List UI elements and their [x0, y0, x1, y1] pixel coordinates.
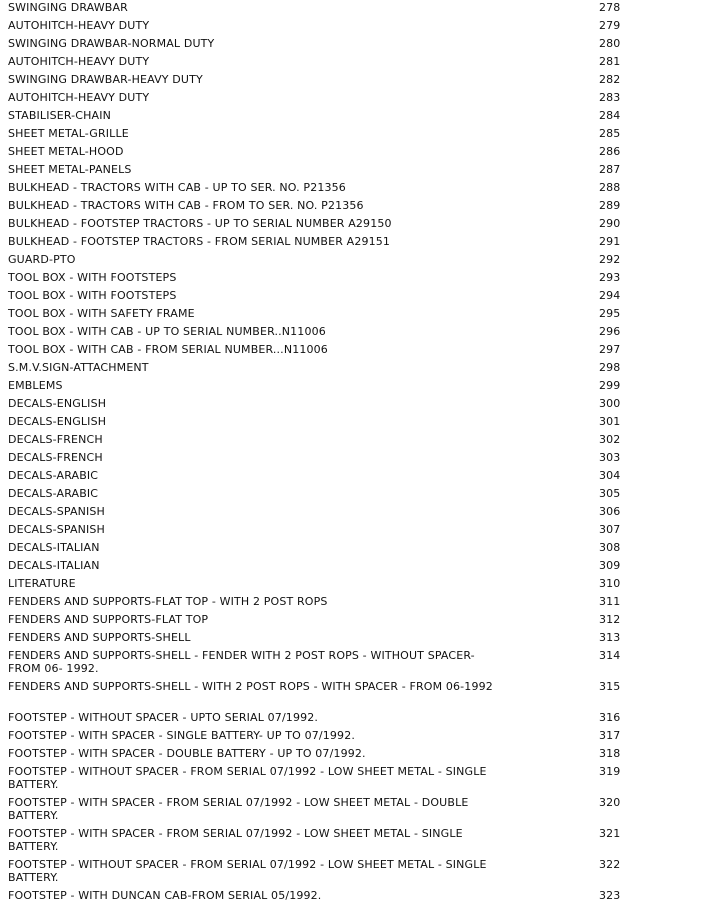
- toc-row[interactable]: [0, 35, 721, 53]
- toc-page-number: 300: [599, 397, 621, 410]
- toc-row[interactable]: [0, 794, 721, 825]
- toc-page-number: 305: [599, 487, 621, 500]
- toc-entry-title[interactable]: FOOTSTEP - WITH SPACER - DOUBLE BATTERY - UP TO 07/1992.: [8, 747, 366, 760]
- toc-entry-title[interactable]: FOOTSTEP - WITH SPACER - FROM SERIAL 07/1992 - LOW SHEET METAL - DOUBLE BATTERY.: [8, 796, 469, 822]
- toc-row[interactable]: [0, 539, 721, 557]
- toc-entry-title[interactable]: SWINGING DRAWBAR-NORMAL DUTY: [8, 37, 215, 50]
- toc-page-number: 316: [599, 711, 621, 724]
- toc-row[interactable]: [0, 887, 721, 905]
- toc-page-number: 318: [599, 747, 621, 760]
- toc-page-number: 284: [599, 109, 621, 122]
- toc-page-number: 315: [599, 680, 621, 693]
- toc-entry-title[interactable]: FENDERS AND SUPPORTS-SHELL - WITH 2 POST ROPS - WITH SPACER - FROM 06-1992: [8, 680, 493, 693]
- toc-row[interactable]: [0, 143, 721, 161]
- toc-entry-title[interactable]: FOOTSTEP - WITHOUT SPACER - UPTO SERIAL 07/1992.: [8, 711, 319, 724]
- toc-page-number: 302: [599, 433, 621, 446]
- toc-row[interactable]: [0, 485, 721, 503]
- toc-row[interactable]: [0, 413, 721, 431]
- toc-page-number: 280: [599, 37, 621, 50]
- toc-entry-title[interactable]: TOOL BOX - WITH SAFETY FRAME: [8, 307, 195, 320]
- toc-page-number: 286: [599, 145, 621, 158]
- toc-page-number: 320: [599, 796, 621, 809]
- toc-page-number: 294: [599, 289, 621, 302]
- toc-entry-title[interactable]: DECALS-ENGLISH: [8, 397, 107, 410]
- toc-row[interactable]: [0, 71, 721, 89]
- toc-page-number: 281: [599, 55, 621, 68]
- toc-page-number: 309: [599, 559, 621, 572]
- toc-row[interactable]: [0, 763, 721, 794]
- toc-row[interactable]: [0, 856, 721, 887]
- toc-entry-title[interactable]: TOOL BOX - WITH CAB - UP TO SERIAL NUMBER..N11006: [8, 325, 326, 338]
- toc-page-number: 321: [599, 827, 621, 840]
- toc-page-number: 311: [599, 595, 621, 608]
- toc-page-number: 298: [599, 361, 621, 374]
- toc-page-number: 279: [599, 19, 621, 32]
- toc-entry-title[interactable]: SHEET METAL-HOOD: [8, 145, 124, 158]
- toc-row[interactable]: [0, 215, 721, 233]
- toc-page-number: 303: [599, 451, 621, 464]
- toc-row[interactable]: [0, 593, 721, 611]
- toc-entry-title[interactable]: AUTOHITCH-HEAVY DUTY: [8, 91, 150, 104]
- toc-page-number: 278: [599, 1, 621, 14]
- toc-page-number: 310: [599, 577, 621, 590]
- toc-entry-title[interactable]: DECALS-SPANISH: [8, 505, 105, 518]
- toc-row[interactable]: [0, 431, 721, 449]
- toc-row[interactable]: [0, 161, 721, 179]
- toc-page-number: 295: [599, 307, 621, 320]
- toc-entry-title[interactable]: FENDERS AND SUPPORTS-FLAT TOP - WITH 2 POST ROPS: [8, 595, 328, 608]
- toc-row[interactable]: [0, 709, 721, 727]
- toc-entry-title[interactable]: SHEET METAL-PANELS: [8, 163, 132, 176]
- toc-page-number: 307: [599, 523, 621, 536]
- toc-row[interactable]: [0, 521, 721, 539]
- toc-entry-title[interactable]: LITERATURE: [8, 577, 76, 590]
- toc-entry-title[interactable]: DECALS-ARABIC: [8, 469, 99, 482]
- toc-page-number: 290: [599, 217, 621, 230]
- toc-entry-title[interactable]: S.M.V.SIGN-ATTACHMENT: [8, 361, 149, 374]
- toc-page-number: 285: [599, 127, 621, 140]
- toc-entry-title[interactable]: FOOTSTEP - WITHOUT SPACER - FROM SERIAL 07/1992 - LOW SHEET METAL - SINGLE BATTERY.: [8, 765, 487, 791]
- toc-row[interactable]: [0, 287, 721, 305]
- toc-row[interactable]: [0, 449, 721, 467]
- toc-row[interactable]: [0, 17, 721, 35]
- toc-row[interactable]: [0, 0, 721, 17]
- toc-entry-title[interactable]: SWINGING DRAWBAR: [8, 1, 128, 14]
- toc-entry-title[interactable]: TOOL BOX - WITH FOOTSTEPS: [8, 289, 177, 302]
- toc-entry-title[interactable]: DECALS-SPANISH: [8, 523, 105, 536]
- toc-page-number: 282: [599, 73, 621, 86]
- toc-row[interactable]: [0, 745, 721, 763]
- toc-row[interactable]: [0, 179, 721, 197]
- toc-entry-title[interactable]: FOOTSTEP - WITH SPACER - FROM SERIAL 07/1992 - LOW SHEET METAL - SINGLE BATTERY.: [8, 827, 463, 853]
- toc-entry-title[interactable]: FENDERS AND SUPPORTS-SHELL - FENDER WITH 2 POST ROPS - WITHOUT SPACER-FROM 06- 1992.: [8, 649, 475, 675]
- toc-row[interactable]: [0, 395, 721, 413]
- toc-page-number: 312: [599, 613, 621, 626]
- toc-row[interactable]: [0, 341, 721, 359]
- toc-page-number: 301: [599, 415, 621, 428]
- toc-entry-title[interactable]: STABILISER-CHAIN: [8, 109, 111, 122]
- toc-entry-title[interactable]: GUARD-PTO: [8, 253, 76, 266]
- toc-page-number: 323: [599, 889, 621, 902]
- toc-page-number: 306: [599, 505, 621, 518]
- toc-entry-title[interactable]: EMBLEMS: [8, 379, 63, 392]
- toc-row[interactable]: [0, 125, 721, 143]
- toc-row[interactable]: [0, 251, 721, 269]
- toc-entry-title[interactable]: BULKHEAD - FOOTSTEP TRACTORS - UP TO SERIAL NUMBER A29150: [8, 217, 392, 230]
- toc-entry-title[interactable]: FENDERS AND SUPPORTS-SHELL: [8, 631, 191, 644]
- toc-entry-title[interactable]: BULKHEAD - TRACTORS WITH CAB - FROM TO SER. NO. P21356: [8, 199, 364, 212]
- toc-entry-title[interactable]: TOOL BOX - WITH CAB - FROM SERIAL NUMBER...N11006: [8, 343, 328, 356]
- toc-entry-title[interactable]: FOOTSTEP - WITH DUNCAN CAB-FROM SERIAL 05/1992.: [8, 889, 322, 902]
- toc-page-number: 293: [599, 271, 621, 284]
- toc-page-number: 288: [599, 181, 621, 194]
- toc-row[interactable]: [0, 575, 721, 593]
- toc-entry-title[interactable]: DECALS-ENGLISH: [8, 415, 107, 428]
- toc-page-number: 292: [599, 253, 621, 266]
- toc-page-number: 287: [599, 163, 621, 176]
- toc-page-number: 314: [599, 649, 621, 662]
- toc-row[interactable]: [0, 467, 721, 485]
- toc-page-number: 299: [599, 379, 621, 392]
- toc-row[interactable]: [0, 269, 721, 287]
- toc-page-number: 319: [599, 765, 621, 778]
- toc-entry-title[interactable]: SHEET METAL-GRILLE: [8, 127, 129, 140]
- toc-entry-title[interactable]: BULKHEAD - TRACTORS WITH CAB - UP TO SER. NO. P21356: [8, 181, 346, 194]
- toc-entry-title[interactable]: AUTOHITCH-HEAVY DUTY: [8, 55, 150, 68]
- toc-row[interactable]: [0, 503, 721, 521]
- toc-row[interactable]: [0, 107, 721, 125]
- toc-entry-title[interactable]: FENDERS AND SUPPORTS-FLAT TOP: [8, 613, 209, 626]
- toc-row[interactable]: [0, 233, 721, 251]
- toc-page-number: 291: [599, 235, 621, 248]
- toc-entry-title[interactable]: DECALS-ITALIAN: [8, 541, 100, 554]
- toc-page-number: 308: [599, 541, 621, 554]
- toc-entry-title[interactable]: DECALS-ITALIAN: [8, 559, 100, 572]
- toc-row[interactable]: [0, 89, 721, 107]
- toc-row[interactable]: [0, 678, 721, 709]
- toc-entry-title[interactable]: DECALS-FRENCH: [8, 451, 103, 464]
- toc-page-number: 289: [599, 199, 621, 212]
- toc-row[interactable]: [0, 647, 721, 678]
- toc-row[interactable]: [0, 377, 721, 395]
- toc-entry-title[interactable]: FOOTSTEP - WITH SPACER - SINGLE BATTERY- UP TO 07/1992.: [8, 729, 355, 742]
- toc-entry-title[interactable]: BULKHEAD - FOOTSTEP TRACTORS - FROM SERIAL NUMBER A29151: [8, 235, 391, 248]
- toc-entry-title[interactable]: AUTOHITCH-HEAVY DUTY: [8, 19, 150, 32]
- toc-row[interactable]: [0, 359, 721, 377]
- toc-page-number: 304: [599, 469, 621, 482]
- toc-entry-title[interactable]: DECALS-FRENCH: [8, 433, 103, 446]
- toc-page-number: 322: [599, 858, 621, 871]
- toc-row[interactable]: [0, 825, 721, 856]
- toc-page-number: 296: [599, 325, 621, 338]
- toc-page-number: 283: [599, 91, 621, 104]
- toc-entry-title[interactable]: TOOL BOX - WITH FOOTSTEPS: [8, 271, 177, 284]
- toc-row[interactable]: [0, 305, 721, 323]
- toc-entry-title[interactable]: FOOTSTEP - WITHOUT SPACER - FROM SERIAL 07/1992 - LOW SHEET METAL - SINGLE BATTERY.: [8, 858, 487, 884]
- toc-page-number: 297: [599, 343, 621, 356]
- toc-entry-title[interactable]: DECALS-ARABIC: [8, 487, 99, 500]
- toc-entry-title[interactable]: SWINGING DRAWBAR-HEAVY DUTY: [8, 73, 203, 86]
- toc-row[interactable]: [0, 53, 721, 71]
- toc-row[interactable]: [0, 323, 721, 341]
- toc-page-number: 313: [599, 631, 621, 644]
- toc-row[interactable]: [0, 611, 721, 629]
- toc-row[interactable]: [0, 727, 721, 745]
- toc-row[interactable]: [0, 629, 721, 647]
- toc-page-number: 317: [599, 729, 621, 742]
- toc-row[interactable]: [0, 557, 721, 575]
- toc-row[interactable]: [0, 197, 721, 215]
